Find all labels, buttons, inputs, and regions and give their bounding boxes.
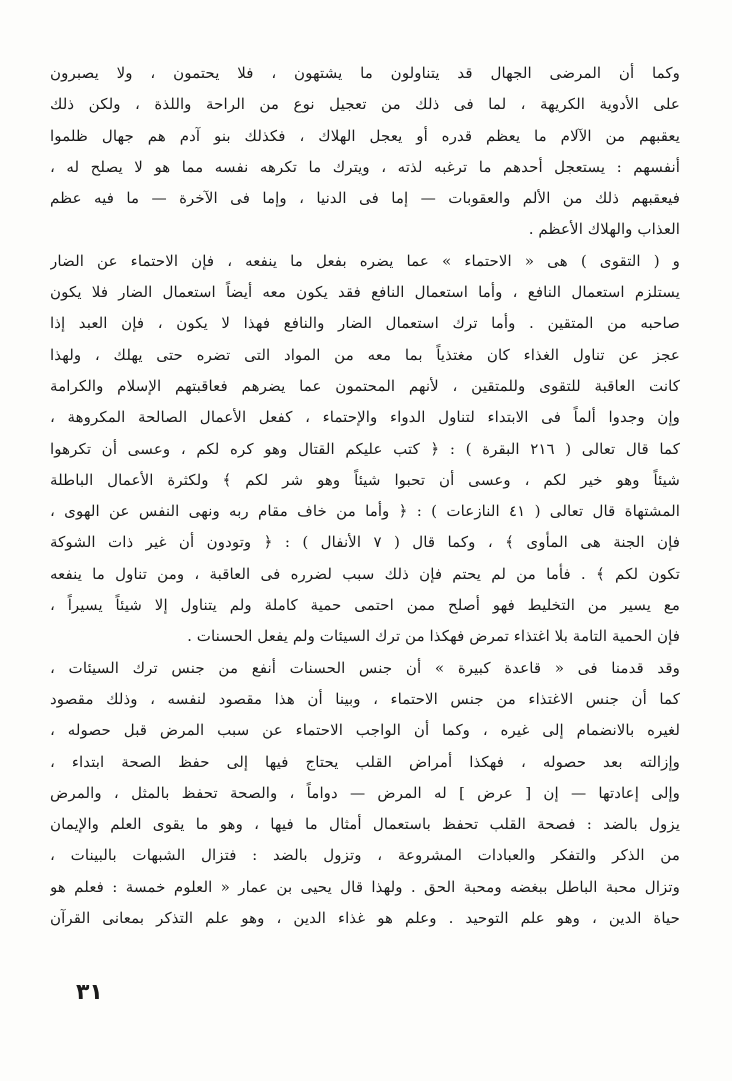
text-line: على الأدوية الكريهة ، لما فى ذلك من تعجيل نوع من الراحة واللذة ، ولكن ذلك	[50, 95, 680, 114]
text-line: و ( التقوى ) هى « الاحتماء » عما يضره بفعل ما ينفعه ، فإن الاحتماء عن الضار	[50, 251, 680, 270]
text-line: المشتهاة قال تعالى ( ٤١ النازعات ) : ﴿ وأما من خاف مقام ربه ونهى النفس عن الهوى ،	[50, 502, 680, 521]
text-line: كما قال تعالى ( ٢١٦ البقرة ) : ﴿ كتب عليكم القتال وهو كره لكم ، وعسى أن تكرهوا	[50, 439, 680, 458]
text-line: مع يسير من التخليط فهو أصلح ممن احتمى حمية كاملة ولم يتناول إلا شيئاً يسيراً ،	[50, 596, 680, 615]
text-line: وإن وجدوا ألماً فى الابتداء لتناول الدواء والإحتماء ، كفعل الأعمال الصالحة المكروهة ،	[50, 408, 680, 427]
text-line: حياة الدين ، وهو علم التوحيد . وعلم هو غذاء الدين ، وهو علم التذكر بمعانى القرآن	[50, 909, 680, 928]
text-line: فإن الجنة هى المأوى ﴾ ، وكما قال ( ٧ الأنفال ) : ﴿ وتودون أن غير ذات الشوكة	[50, 533, 680, 552]
text-line: فإن الحمية التامة بلا اغتذاء تمرض فهكذا من ترك السيئات ولم يفعل الحسنات .	[187, 627, 680, 646]
text-line: لغيره بالانضمام إلى غيره ، وكما أن الواجب الاحتماء عن سبب المرض قبل حصوله ،	[50, 721, 680, 740]
paragraph-1	[50, 58, 680, 246]
text-line: وقد قدمنا فى « قاعدة كبيرة » أن جنس الحسنات أنفع من جنس ترك السيئات ،	[50, 658, 680, 677]
text-line: يستلزم استعمال النافع ، وأما استعمال النافع فقد يكون معه أيضاً استعمال الضار فلا يكون	[50, 283, 680, 302]
body-text	[50, 58, 680, 934]
paragraph-3	[50, 653, 680, 935]
text-line: صاحبه من المتقين . وأما ترك استعمال الضار والنافع فهذا لا يكون ، فإن العبد إذا	[50, 314, 680, 333]
text-line: تكون لكم ﴾ . فأما من لم يحتم فإن ذلك سبب لضرره فى العاقبة ، ومن تناول ما ينفعه	[50, 564, 680, 583]
text-line: شيئاً وهو خير لكم ، وعسى أن تحبوا شيئاً وهو شر لكم ﴾ ولكثرة الأعمال الباطلة	[50, 470, 680, 489]
text-line: فيعقبهم ذلك من الألم والعقوبات — إما فى الدنيا ، وإما فى الآخرة — ما فيه عظم	[50, 189, 680, 208]
text-line: وإلى إعادتها — إن [ عرض ] له المرض — دواماً ، والصحة تحفظ بالمثل ، والمرض	[50, 783, 680, 802]
text-line: أنفسهم : يستعجل أحدهم ما ترغبه لذته ، ويترك ما تكرهه نفسه مما هو لا يصلح له ،	[50, 157, 680, 176]
paragraph-2	[50, 246, 680, 653]
text-line: العذاب والهلاك الأعظم .	[528, 220, 680, 239]
text-line: يزول بالضد : فصحة القلب تحفظ باستعمال أمثال ما فيها ، وهو ما يقوى العلم والإيمان	[50, 815, 680, 834]
text-line: عجز عن تناول الغذاء كان مغتذياً بما معه من المواد التى تضره حتى يهلك ، ولهذا	[50, 345, 680, 364]
text-line: وإزالته بعد حصوله ، فهكذا أمراض القلب يحتاج فيها إلى حفظ الصحة ابتداء ،	[50, 752, 680, 771]
text-line: وكما أن المرضى الجهال قد يتناولون ما يشتهون ، فلا يحتمون ، ولا يصبرون	[50, 64, 680, 82]
text-line: من الذكر والتفكر والعبادات المشروعة ، وتزول بالضد : فتزال الشبهات بالبينات ،	[50, 846, 680, 865]
text-line: كانت العاقبة للتقوى وللمتقين ، لأنهم المحتمون عما يضرهم فعاقبتهم الإسلام والكرامة	[50, 376, 680, 395]
text-line: وتزال محبة الباطل ببغضه ومحبة الحق . ولهذا قال يحيى بن عمار « العلوم خمسة : فعلم هو	[50, 877, 680, 896]
page-number: ٣١	[76, 980, 103, 1005]
text-line: كما أن جنس الاغتذاء من جنس الاحتماء ، وبينا أن هذا مقصود لنفسه ، وذلك مقصود	[50, 689, 680, 708]
text-line: يعقبهم من الآلام ما يعظم قدره أو يعجل الهلاك ، فكذلك بنو آدم هم جهال ظلموا	[50, 126, 680, 145]
